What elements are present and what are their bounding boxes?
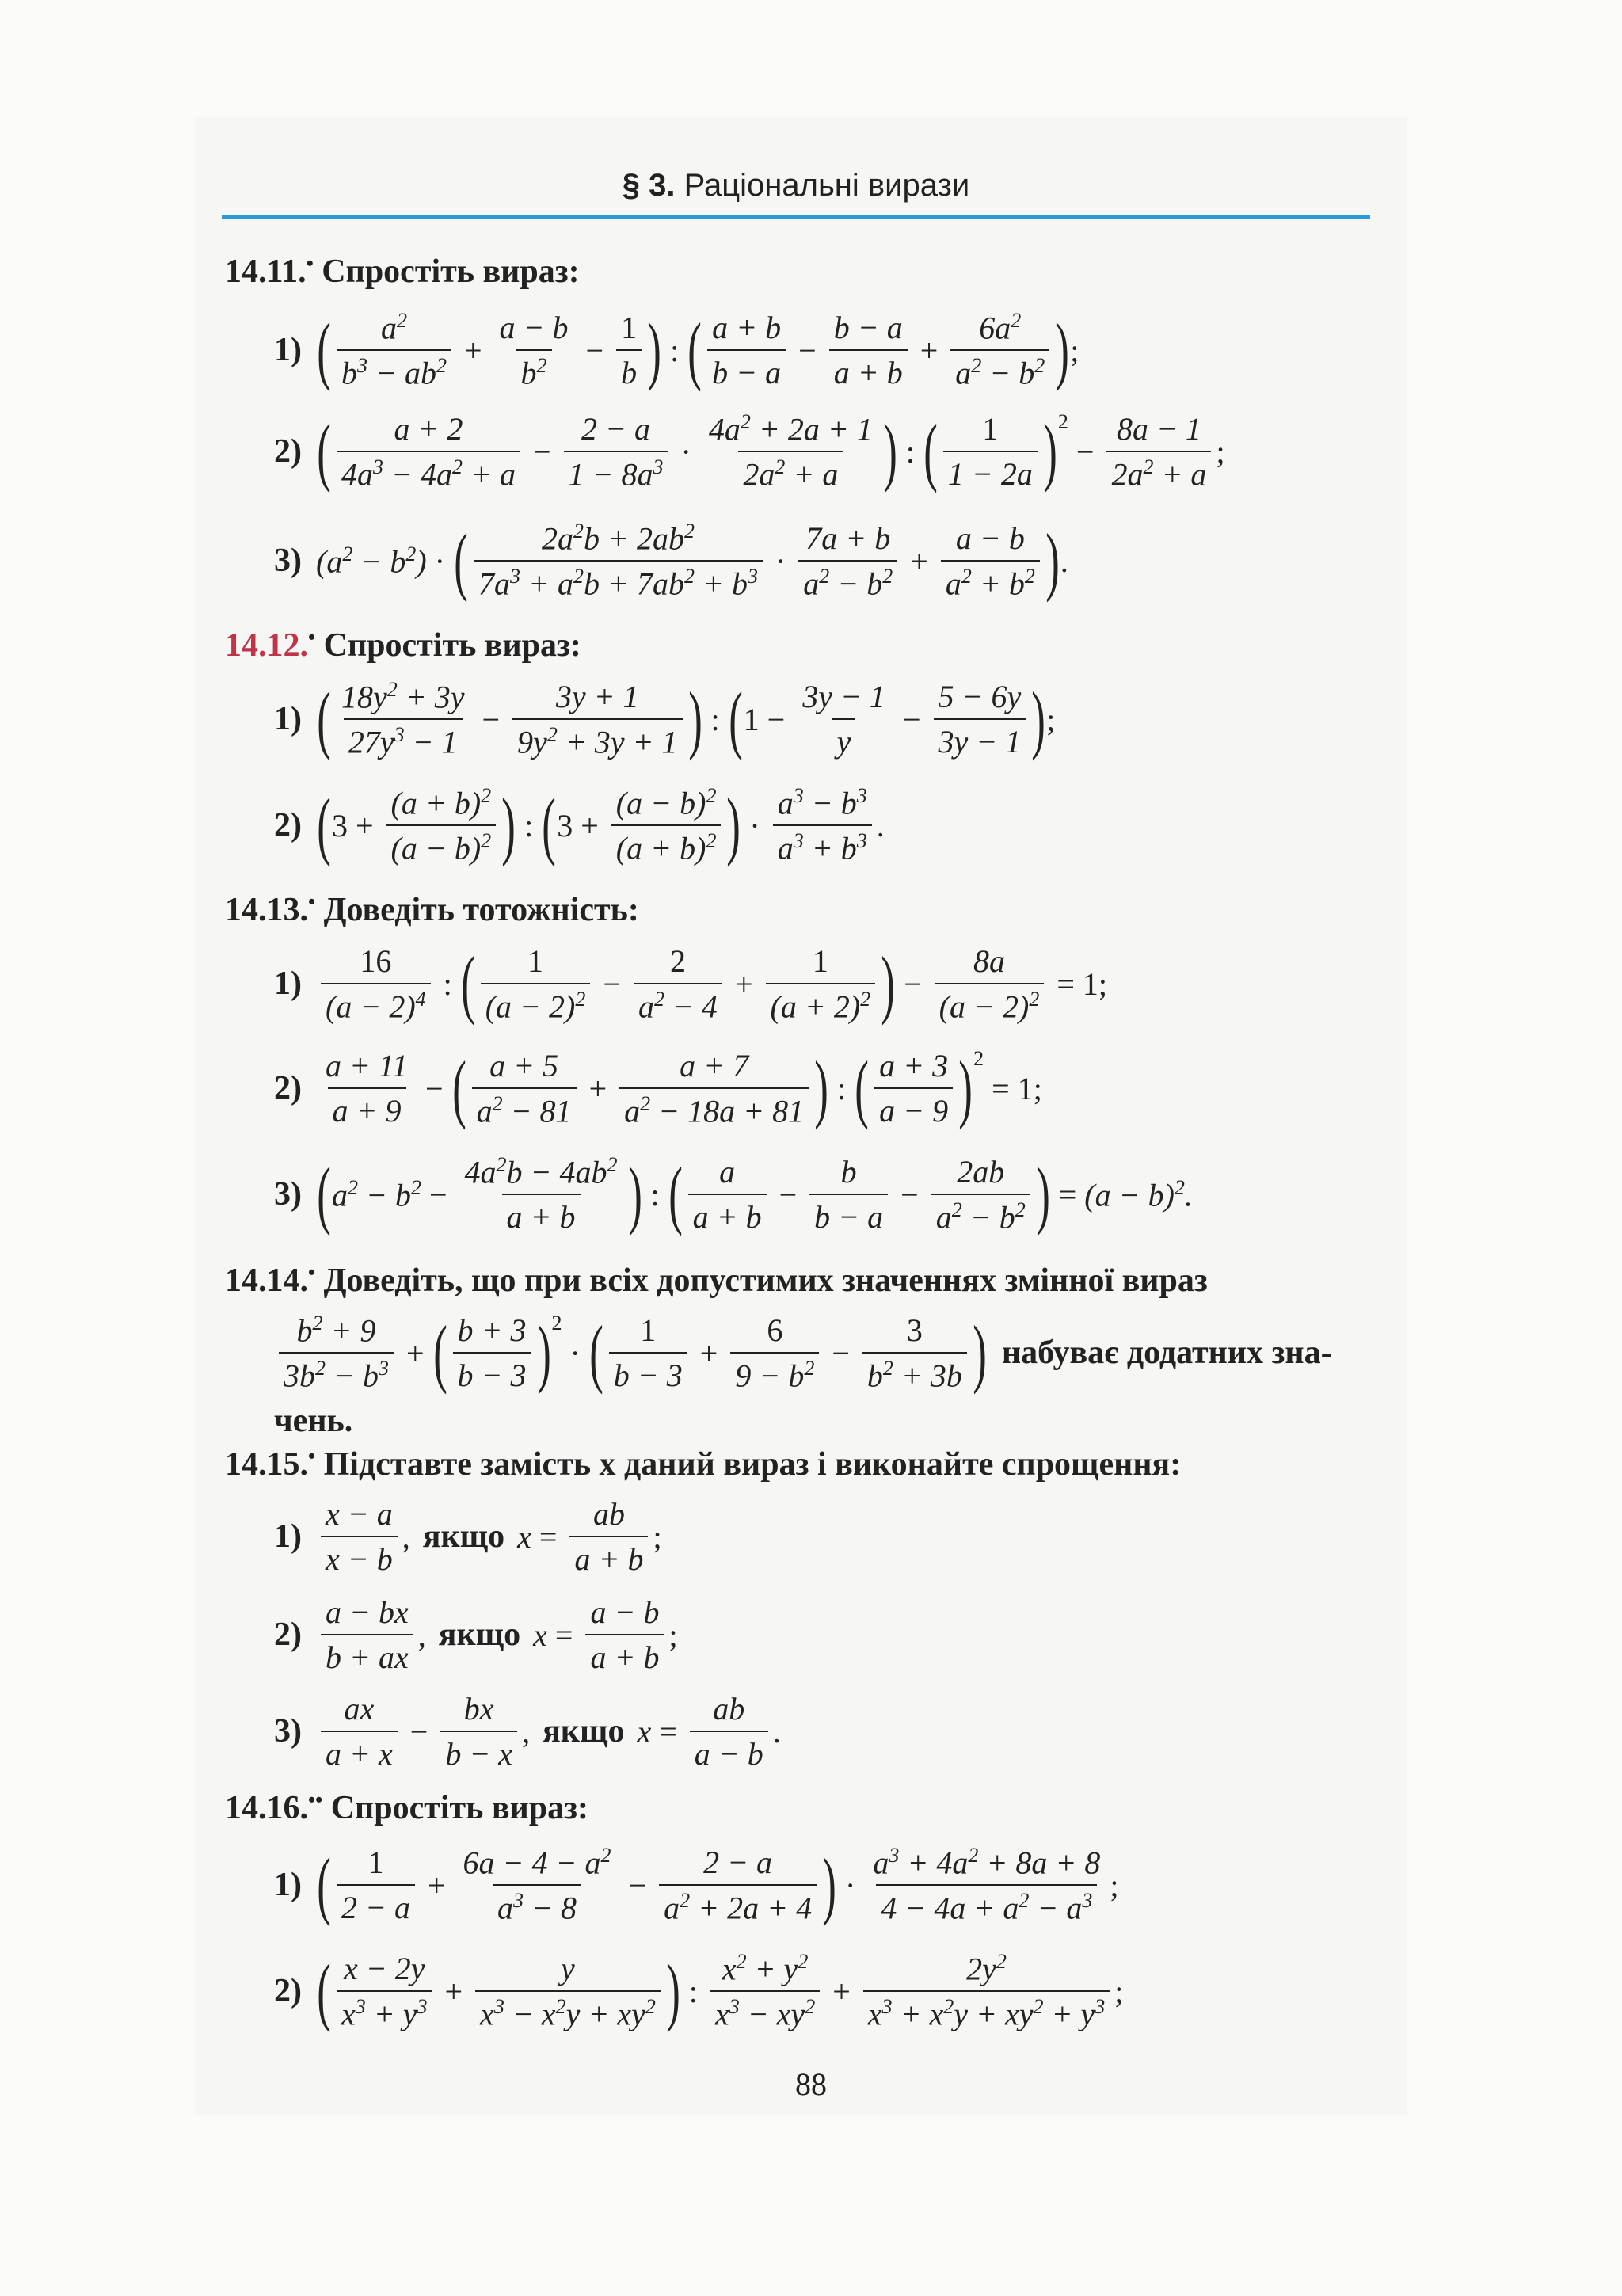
exercise-14-12 — [225, 626, 581, 664]
item-label: 2) — [274, 1616, 302, 1653]
section-mark: § 3. — [622, 168, 676, 203]
formula-14-12-1: 1) ( $\frac{18y^2 + 3y}{27y^3 - 1}$ − $\frac{3y + 1}{9y^2 + 3y + 1}$ ) : ( 1 − $\frac{3y - 1}{y}$ − $\frac{5 - 6y}{3y - 1}$ ) ; — [274, 676, 1056, 762]
formula-14-12-2: 2) ( 3 + $\frac{(a + b)^2}{(a - b)^2}$ ) : ( 3 + $\frac{(a - b)^2}{(a + b)^2}$ ) · $\frac{a^3 - b^3}{a^3 + b^3}$ . — [274, 782, 885, 868]
exercise-number: 14.13. — [225, 892, 308, 928]
exercise-tail: набуває додатних зна- — [1001, 1335, 1332, 1372]
page-header — [222, 158, 1370, 219]
formula-14-13-1: 1) $\frac{16}{(a - 2)^4}$ : ( $\frac{1}{(a - 2)^2}$ − $\frac{2}{a^2 - 4}$ + $\frac{1}{(a + 2)^2}$ ) − $\frac{8a}{(a - 2)^2}$ = 1; — [274, 941, 1107, 1026]
exercise-number: 14.12. — [225, 627, 308, 664]
item-label: 3) — [274, 1713, 302, 1750]
exercise-task: Доведіть тотожність: — [323, 892, 639, 928]
exercise-task: Підставте замість x даний вираз і виконайте спрощення: — [323, 1446, 1182, 1483]
exercise-14-15 — [225, 1445, 1181, 1483]
exercise-task: Спростіть вираз: — [322, 253, 580, 290]
item-label: 1) — [274, 332, 302, 369]
difficulty-mark: • — [308, 626, 316, 649]
exercise-14-13 — [225, 890, 639, 929]
exercise-task: Доведіть, що при всіх допустимих значеннях змінної вираз — [323, 1262, 1208, 1299]
formula-14-16-1: 1) ( $\frac{1}{2 - a}$ + $\frac{6a - 4 - a^2}{a^3 - 8}$ − $\frac{2 - a}{a^2 + 2a + 4}$ ) · $\frac{a^3 + 4a^2 + 8a + 8}{4 - 4a + a^2 - a^3}$ ; — [274, 1842, 1119, 1928]
formula-14-11-1: 1) ( $\frac{a^2}{b^3 - ab^2}$ + $\frac{a - b}{b^2}$ − $\frac{1}{b}$ ) : ( $\frac{a + b}{b - a}$ − $\frac{b - a}{a + b}$ + $\frac{6a^2}{a^2 - b^2}$ ) ; — [274, 307, 1079, 393]
exercise-number: 14.16. — [225, 1790, 308, 1826]
formula-14-15-1: 1) $\frac{x - a}{x - b}$ , якщо x = $\frac{ab}{a + b}$ ; — [274, 1496, 662, 1577]
item-label: 2) — [274, 1973, 302, 2010]
formula-14-11-2: 2) ( $\frac{a + 2}{4a^3 - 4a^2 + a}$ − $\frac{2 - a}{1 - 8a^3}$ · $\frac{4a^2 + 2a + 1}{2a^2 + a}$ ) : ( $\frac{1}{1 - 2a}$ ) $^2$ − $\frac{8a - 1}{2a^2 + a}$ ; — [274, 409, 1225, 494]
formula-14-15-2: 2) $\frac{a - bx}{b + ax}$ , якщо x = $\frac{a - b}{a + b}$ ; — [274, 1594, 678, 1675]
if-word: якщо — [543, 1713, 625, 1750]
difficulty-mark: •• — [308, 1788, 323, 1811]
item-label: 1) — [274, 701, 302, 738]
exercise-task: Спростіть вираз: — [330, 1790, 588, 1826]
exercise-14-14 — [225, 1261, 1208, 1300]
exercise-14-14-tail — [274, 1402, 352, 1440]
difficulty-mark: • — [308, 890, 316, 913]
item-label: 3) — [274, 543, 302, 580]
formula-14-16-2: 2) ( $\frac{x - 2y}{x^3 + y^3}$ + $\frac{y}{x^3 - x^2y + xy^2}$ ) : $\frac{x^2 + y^2}{x^3 - xy^2}$ + $\frac{2y^2}{x^3 + x^2y + xy^2 + y^3}$ ; — [274, 1948, 1124, 2034]
exercise-tail-2: чень. — [274, 1403, 353, 1439]
difficulty-mark: • — [306, 252, 314, 275]
formula-14-14: $\frac{b^2 + 9}{3b^2 - b^3}$ + ( $\frac{b + 3}{b - 3}$ ) $^2$ · ( $\frac{1}{b - 3}$ + $\frac{6}{9 - b^2}$ − $\frac{3}{b^2 + 3b}$ ) набуває додатних зна- — [274, 1312, 1332, 1395]
exercise-14-11 — [225, 252, 580, 291]
item-label: 3) — [274, 1176, 302, 1213]
section-title — [222, 168, 1370, 204]
difficulty-mark: • — [308, 1445, 316, 1468]
item-label: 2) — [274, 807, 302, 844]
exercise-task: Спростіть вираз: — [323, 627, 581, 664]
item-label: 2) — [274, 1070, 302, 1107]
page-number: 88 — [795, 2066, 827, 2102]
item-label: 2) — [274, 433, 302, 470]
formula-14-13-3: 3) ( $a^2 - b^2$ − $\frac{4a^2b - 4ab^2}{a + b}$ ) : ( $\frac{a}{a + b}$ − $\frac{b}{b - a}$ − $\frac{2ab}{a^2 - b^2}$ ) = $(a - b)^2$. — [274, 1152, 1193, 1237]
if-word: якщо — [422, 1518, 505, 1555]
if-word: якщо — [438, 1616, 521, 1653]
exercise-number: 14.15. — [225, 1446, 308, 1483]
item-label: 1) — [274, 965, 302, 1003]
item-label: 1) — [274, 1867, 302, 1904]
formula-14-11-3: 3) $(a^2 - b^2)$ · ( $\frac{2a^2b + 2ab^2}{7a^3 + a^2b + 7ab^2 + b^3}$ · $\frac{7a + b}{a^2 - b^2}$ + $\frac{a - b}{a^2 + b^2}$ ) . — [274, 518, 1068, 604]
exercise-number: 14.11. — [225, 253, 307, 290]
formula-14-13-2: 2) $\frac{a + 11}{a + 9}$ − ( $\frac{a + 5}{a^2 - 81}$ + $\frac{a + 7}{a^2 - 18a + 81}$ ) : ( $\frac{a + 3}{a - 9}$ ) $^2$ = 1; — [274, 1045, 1042, 1131]
formula-14-15-3: 3) $\frac{ax}{a + x}$ − $\frac{bx}{b - x}$ , якщо x = $\frac{ab}{a - b}$ . — [274, 1691, 781, 1772]
section-title-text: Раціональні вирази — [683, 168, 970, 203]
difficulty-mark: • — [308, 1261, 316, 1284]
item-label: 1) — [274, 1518, 302, 1555]
exercise-14-16 — [225, 1788, 588, 1827]
exercise-number: 14.14. — [225, 1262, 308, 1299]
